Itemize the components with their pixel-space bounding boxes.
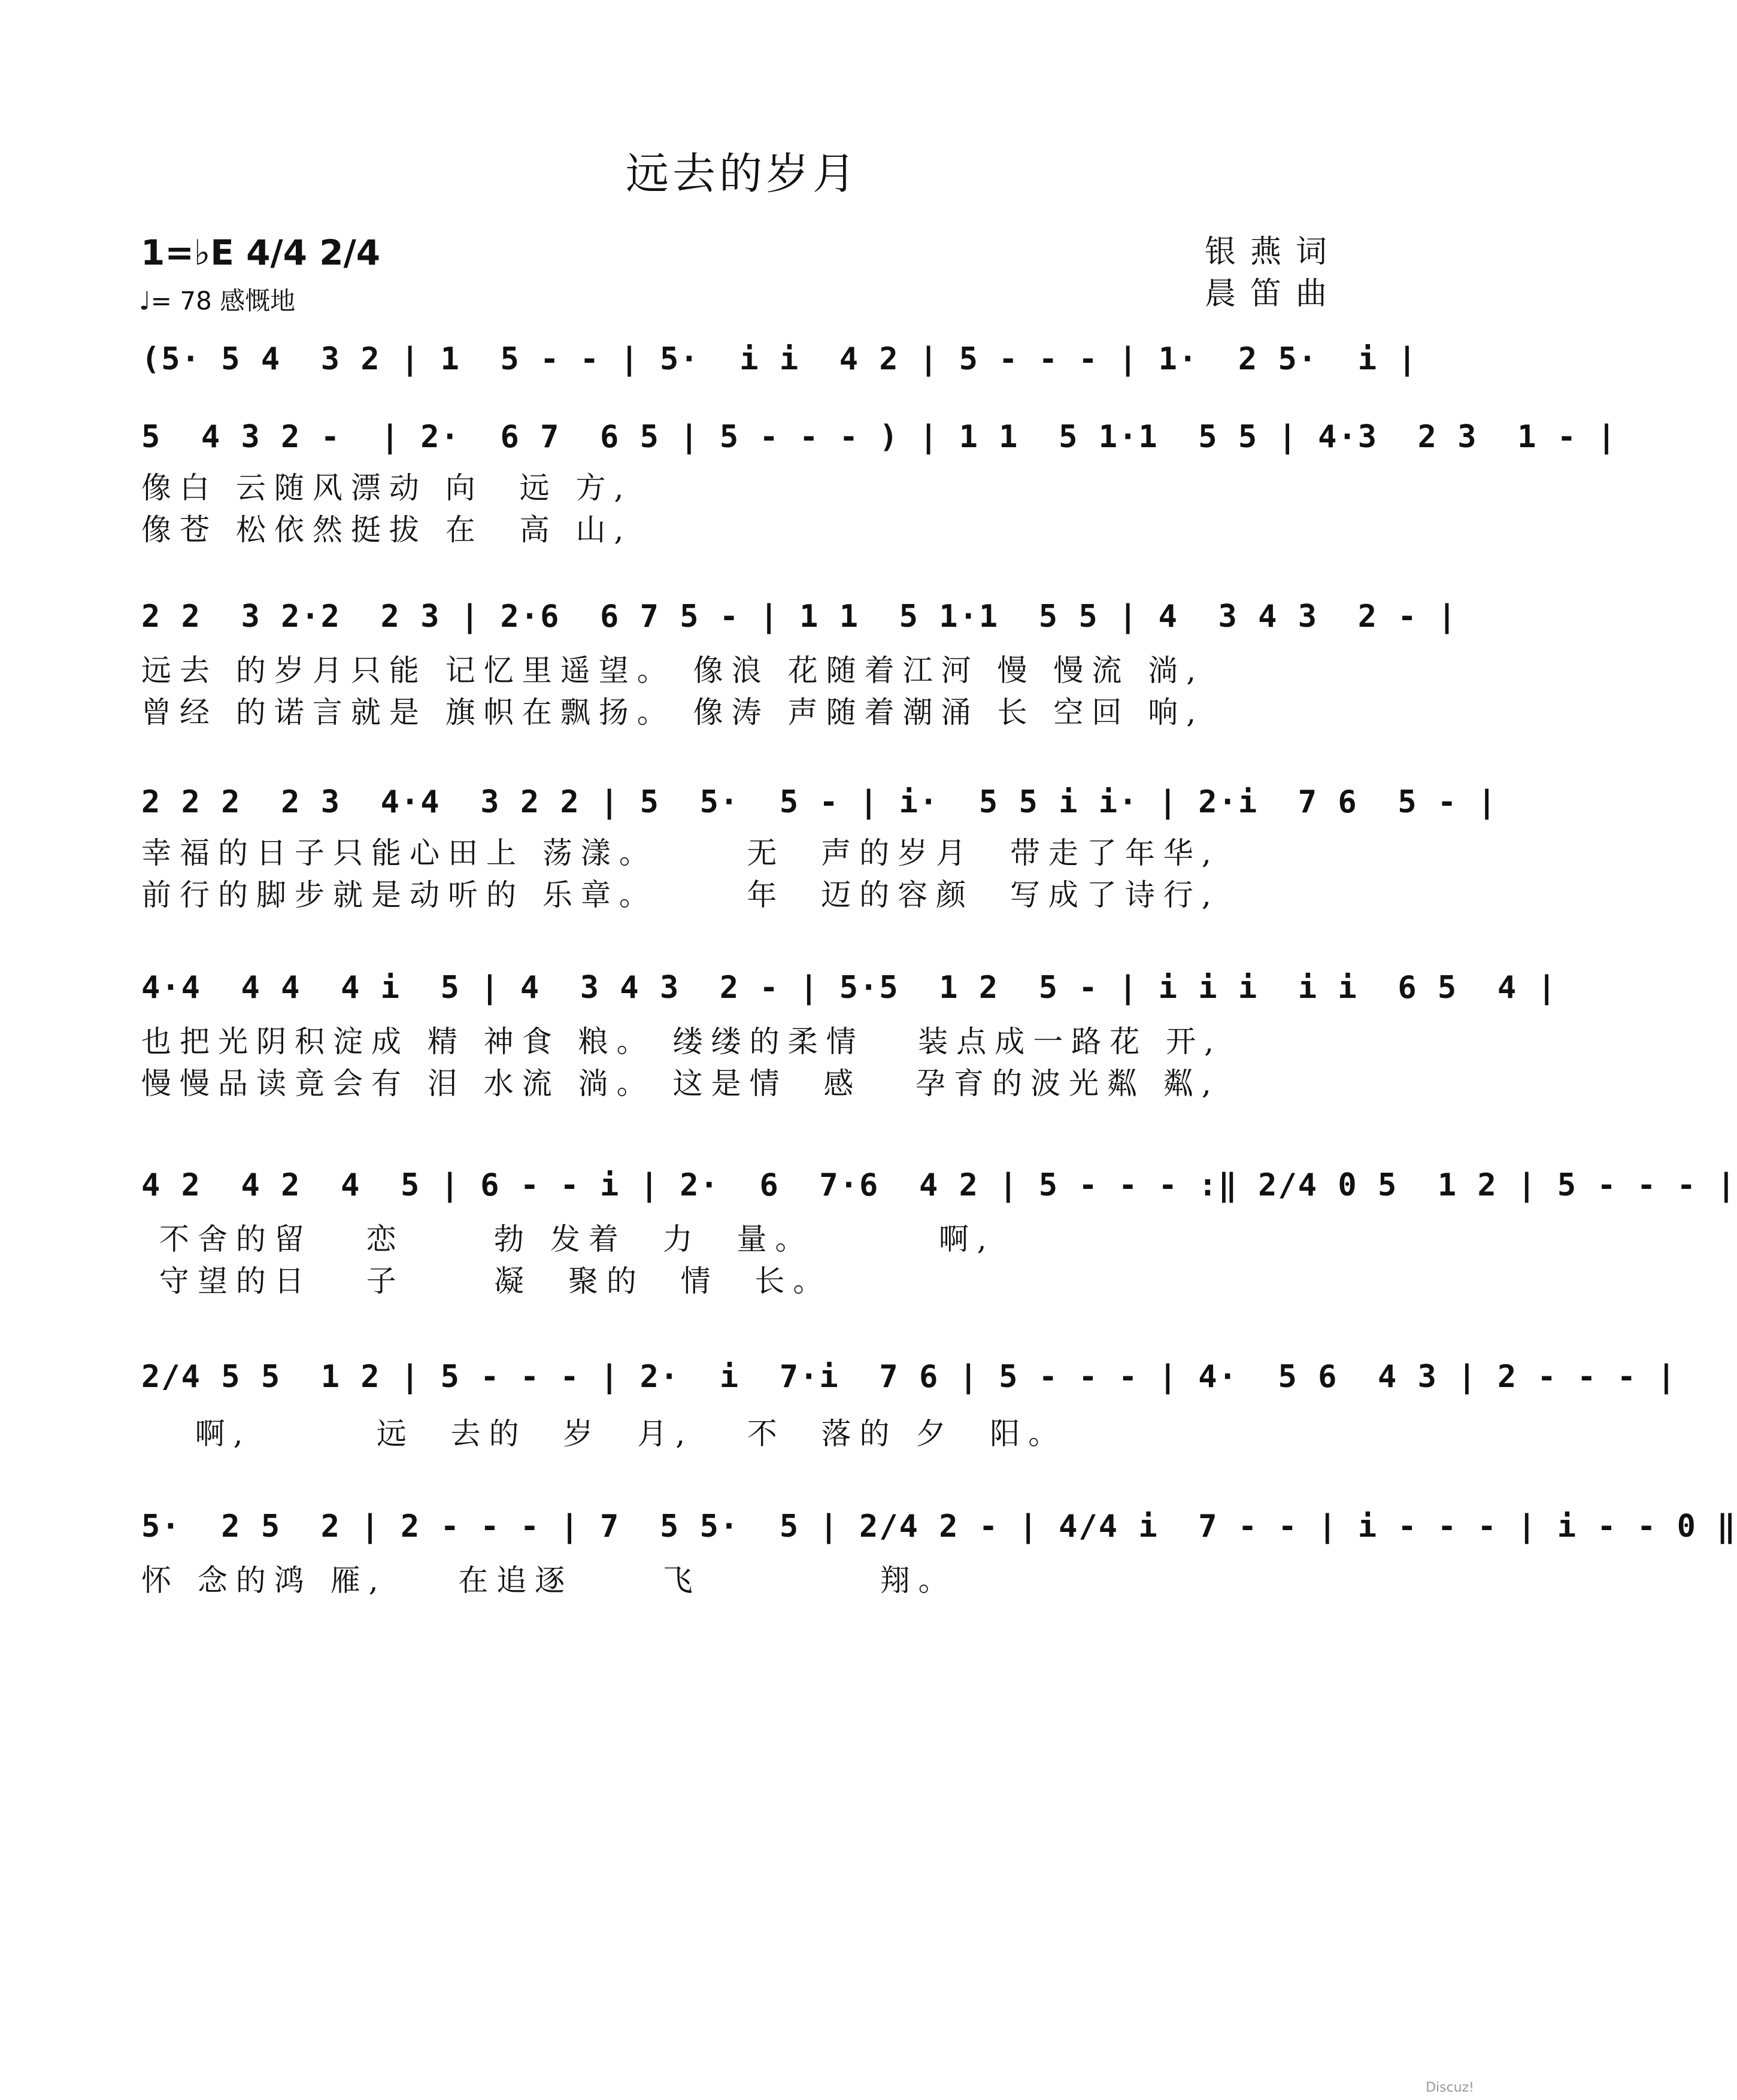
notation-line-3: 2 2 3 2·2 2 3 | 2·6 6 7 5 - | 1 1 5 1·1 5 5 | 4 3 4 3 2 - | bbox=[141, 599, 1458, 635]
lyric-line-6-verse-1: 不舍的留 恋 勃 发着 力 量。 啊, bbox=[141, 1222, 995, 1257]
lyric-line-2-verse-1: 像白 云随风漂动 向 远 方, bbox=[141, 471, 632, 505]
tempo-marking: ♩= 78 感慨地 bbox=[139, 286, 296, 315]
notation-line-8: 5· 2 5 2 | 2 - - - | 7 5 5· 5 | 2/4 2 - | 4/4 i 7 - - | i - - - | i - - 0 ‖ bbox=[141, 1509, 1737, 1544]
lyric-line-6-verse-2: 守望的日 子 凝 聚的 情 长。 bbox=[141, 1264, 832, 1298]
notation-line-1: (5· 5 4 3 2 | 1 5 - - | 5· i i 4 2 | 5 - - - | 1· 2 5· i | bbox=[141, 341, 1418, 377]
notation-line-6: 4 2 4 2 4 5 | 6 - - i | 2· 6 7·6 4 2 | 5 - - - :‖ 2/4 0 5 1 2 | 5 - - - | bbox=[141, 1167, 1737, 1203]
watermark-text: Discuz! bbox=[1426, 2080, 1474, 2095]
key-signature: 1=♭E 4/4 2/4 bbox=[141, 232, 381, 273]
notation-line-5: 4·4 4 4 4 i 5 | 4 3 4 3 2 - | 5·5 1 2 5 - | i i i i i 6 5 4 | bbox=[141, 970, 1557, 1006]
composer-credit: 晨笛曲 bbox=[1204, 276, 1341, 312]
lyric-line-4-verse-2: 前行的脚步就是动听的 乐章。 年 迈的容颜 写成了诗行, bbox=[141, 878, 1220, 912]
song-title: 远去的岁月 bbox=[625, 148, 859, 199]
lyric-line-7: 啊, 远 去的 岁 月, 不 落的 夕 阳。 bbox=[141, 1416, 1067, 1451]
lyric-line-5-verse-2: 慢慢品读竟会有 泪 水流 淌。 这是情 感 孕育的波光粼 粼, bbox=[141, 1066, 1220, 1101]
notation-line-2: 5 4 3 2 - | 2· 6 7 6 5 | 5 - - - ) | 1 1 5 1·1 5 5 | 4·3 2 3 1 - | bbox=[141, 419, 1617, 455]
lyric-line-2-verse-2: 像苍 松依然挺拔 在 高 山, bbox=[141, 512, 632, 547]
lyricist-credit: 银燕词 bbox=[1204, 234, 1341, 270]
lyric-line-3-verse-2: 曾经 的诺言就是 旗帜在飘扬。 像涛 声随着潮涌 长 空回 响, bbox=[141, 695, 1205, 730]
lyric-line-4-verse-1: 幸福的日子只能心田上 荡漾。 无 声的岁月 带走了年华, bbox=[141, 836, 1220, 870]
lyric-line-5-verse-1: 也把光阴积淀成 精 神食 粮。 缕缕的柔情 装点成一路花 开, bbox=[141, 1024, 1223, 1059]
notation-line-7: 2/4 5 5 1 2 | 5 - - - | 2· i 7·i 7 6 | 5 - - - | 4· 5 6 4 3 | 2 - - - | bbox=[141, 1359, 1677, 1395]
lyric-line-8: 怀 念的鸿 雁, 在追逐 飞 翔。 bbox=[141, 1563, 957, 1598]
lyric-line-3-verse-1: 远去 的岁月只能 记忆里遥望。 像浪 花随着江河 慢 慢流 淌, bbox=[141, 653, 1205, 688]
notation-line-4: 2 2 2 2 3 4·4 3 2 2 | 5 5· 5 - | i· 5 5 i i· | 2·i 7 6 5 - | bbox=[141, 784, 1497, 820]
